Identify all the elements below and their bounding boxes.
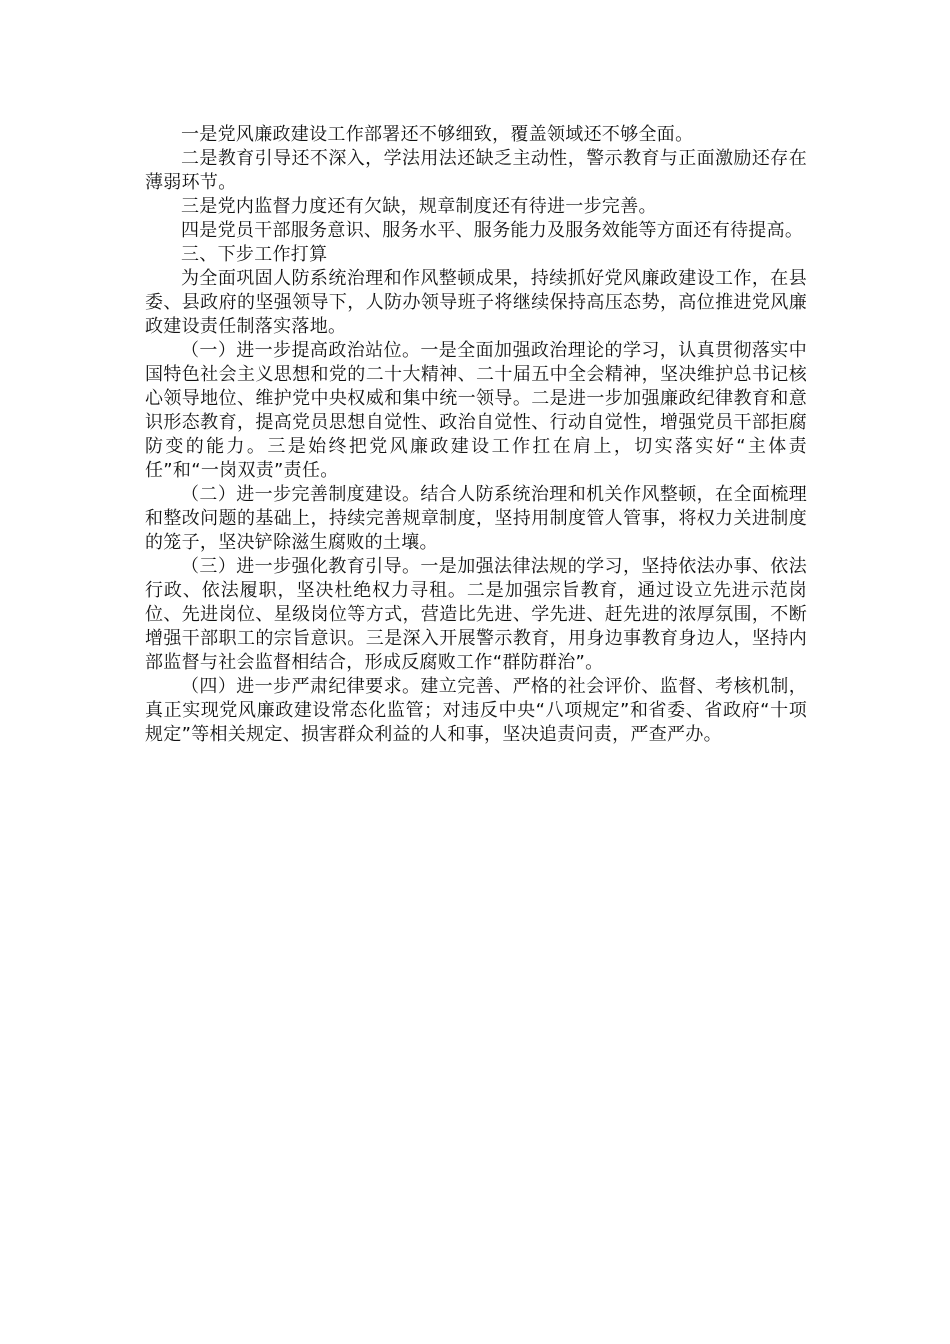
- plan-item-1-paragraph: （一）进一步提高政治站位。一是全面加强政治理论的学习，认真贯彻落实中国特色社会主义思想和党的二十大精神、二十届五中全会精神，坚决维护总书记核心领导地位、维护党中央权威和集中统一领导。二是进一步加强廉政纪律教育和意识形态教育，提高党员思想自觉性、政治自觉性、行动自觉性，增强党员干部拒腐防变的能力。三是始终把党风廉政建设工作扛在肩上，切实落实好“主体责任”和“一岗双责”责任。: [145, 340, 807, 481]
- plan-item-2-paragraph: （二）进一步完善制度建设。结合人防系统治理和机关作风整顿，在全面梳理和整改问题的基础上，持续完善规章制度，坚持用制度管人管事，将权力关进制度的笼子，坚决铲除滋生腐败的土壤。: [145, 484, 807, 553]
- shortcoming-1-paragraph: 一是党风廉政建设工作部署还不够细致，覆盖领域还不够全面。: [181, 124, 694, 145]
- next-steps-intro-paragraph: 为全面巩固人防系统治理和作风整顿成果，持续抓好党风廉政建设工作，在县委、县政府的坚强领导下，人防办领导班子将继续保持高压态势，高位推进党风廉政建设责任制落实落地。: [145, 268, 807, 337]
- section-heading-next-steps: 三、下步工作打算: [181, 244, 328, 265]
- document-body: [145, 123, 807, 747]
- shortcoming-4-paragraph: 四是党员干部服务意识、服务水平、服务能力及服务效能等方面还有待提高。: [181, 220, 804, 241]
- shortcoming-3-paragraph: 三是党内监督力度还有欠缺，规章制度还有待进一步完善。: [181, 196, 657, 217]
- shortcoming-2-paragraph: 二是教育引导还不深入，学法用法还缺乏主动性，警示教育与正面激励还存在薄弱环节。: [145, 148, 807, 193]
- plan-item-3-paragraph: （三）进一步强化教育引导。一是加强法律法规的学习，坚持依法办事、依法行政、依法履职，坚决杜绝权力寻租。二是加强宗旨教育，通过设立先进示范岗位、先进岗位、星级岗位等方式，营造比先进、学先进、赶先进的浓厚氛围，不断增强干部职工的宗旨意识。三是深入开展警示教育，用身边事教育身边人，坚持内部监督与社会监督相结合，形成反腐败工作“群防群治”。: [145, 556, 807, 673]
- plan-item-4-paragraph: （四）进一步严肃纪律要求。建立完善、严格的社会评价、监督、考核机制，真正实现党风廉政建设常态化监管；对违反中央“八项规定”和省委、省政府“十项规定”等相关规定、损害群众利益的人和事，坚决追责问责，严查严办。: [145, 676, 807, 745]
